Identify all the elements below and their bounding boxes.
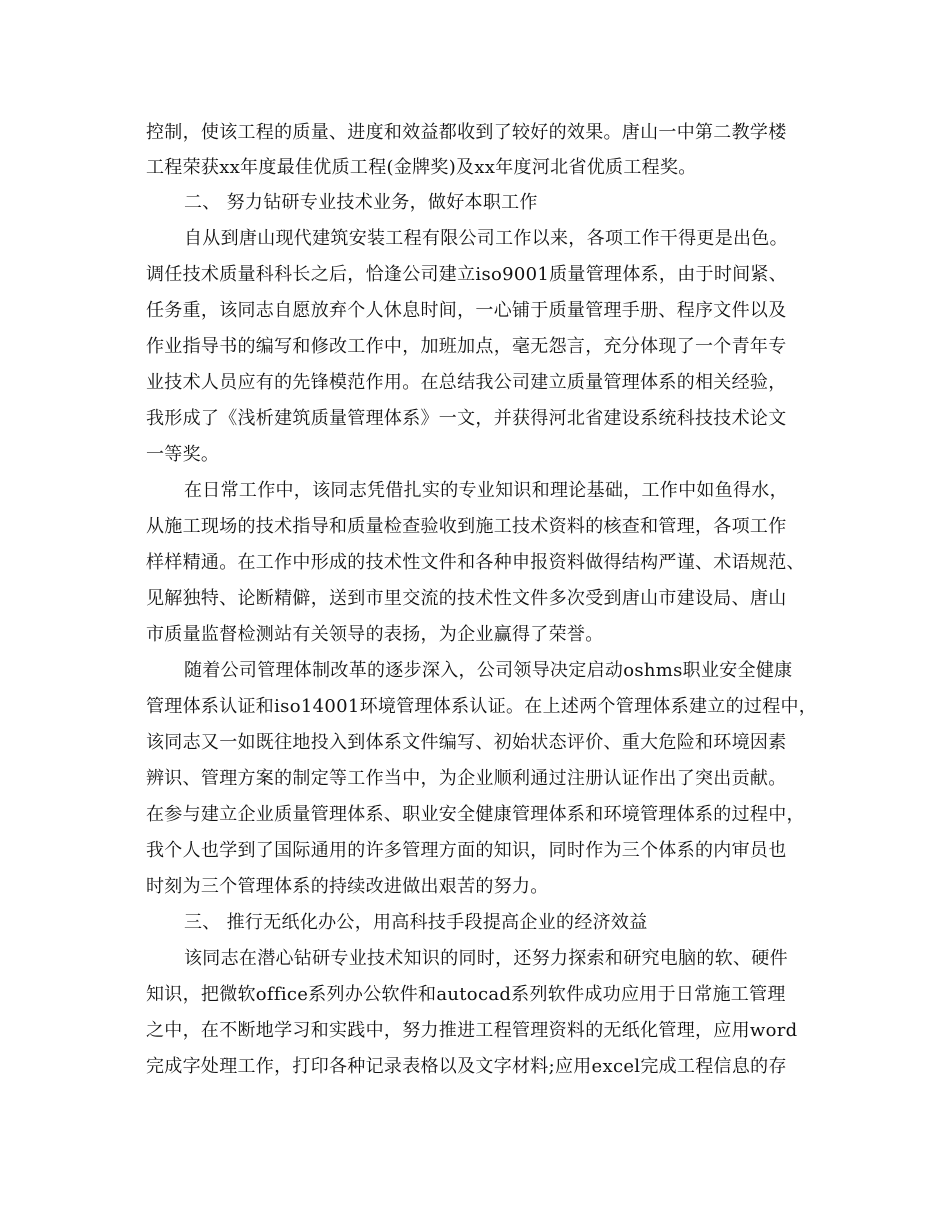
text-line: 一等奖。 (146, 444, 220, 465)
text-line: 业技术人员应有的先锋模范作用。在总结我公司建立质量管理体系的相关经验， (146, 372, 787, 393)
text-line: 我形成了《浅析建筑质量管理体系》一文，并获得河北省建设系统科技技术论文 (146, 408, 787, 429)
text-line: 自从到唐山现代建筑安装工程有限公司工作以来，各项工作干得更是出色。 (184, 228, 788, 249)
section-heading: 二、 努力钻研专业技术业务，做好本职工作 (184, 192, 538, 213)
text-line: 工程荣获xx年度最佳优质工程(金牌奖)及xx年度河北省优质工程奖。 (146, 157, 697, 178)
text-line: 知识，把微软office系列办公软件和autocad系列软件成功应用于日常施工管理 (146, 984, 786, 1005)
text-line: 样样精通。在工作中形成的技术性文件和各种申报资料做得结构严谨、术语规范、 (146, 552, 805, 573)
text-line: 从施工现场的技术指导和质量检查验收到施工技术资料的核查和管理，各项工作 (146, 516, 787, 537)
section-heading: 三、 推行无纸化办公，用高科技手段提高企业的经济效益 (184, 912, 648, 933)
text-line: 任务重，该同志自愿放弃个人休息时间，一心铺于质量管理手册、程序文件以及 (146, 300, 787, 321)
text-line: 控制，使该工程的质量、进度和效益都收到了较好的效果。唐山一中第二教学楼 (146, 122, 787, 143)
text-line: 见解独特、论断精僻，送到市里交流的技术性文件多次受到唐山市建设局、唐山 (146, 588, 787, 609)
text-line: 作业指导书的编写和修改工作中，加班加点，毫无怨言，充分体现了一个青年专 (146, 336, 787, 357)
text-line: 时刻为三个管理体系的持续改进做出艰苦的努力。 (146, 876, 549, 897)
text-line: 市质量监督检测站有关领导的表扬，为企业赢得了荣誉。 (146, 624, 604, 645)
text-line: 调任技术质量科科长之后，恰逢公司建立iso9001质量管理体系，由于时间紧、 (146, 264, 788, 285)
text-line: 辨识、管理方案的制定等工作当中，为企业顺利通过注册认证作出了突出贡献。 (146, 768, 787, 789)
text-line: 该同志又一如既往地投入到体系文件编写、初始状态评价、重大危险和环境因素 (146, 732, 787, 753)
text-line: 我个人也学到了国际通用的许多管理方面的知识，同时作为三个体系的内审员也 (146, 840, 787, 861)
text-line: 管理体系认证和iso14001环境管理体系认证。在上述两个管理体系建立的过程中， (146, 696, 818, 717)
text-line: 在日常工作中，该同志凭借扎实的专业知识和理论基础，工作中如鱼得水， (184, 480, 788, 501)
text-line: 该同志在潜心钻研专业技术知识的同时，还努力探索和研究电脑的软、硬件 (184, 948, 788, 969)
text-line: 在参与建立企业质量管理体系、职业安全健康管理体系和环境管理体系的过程中， (146, 804, 805, 825)
text-line: 完成字处理工作，打印各种记录表格以及文字材料;应用excel完成工程信息的存 (146, 1056, 787, 1077)
text-line: 随着公司管理体制改革的逐步深入，公司领导决定启动oshms职业安全健康 (184, 660, 793, 681)
text-line: 之中，在不断地学习和实践中，努力推进工程管理资料的无纸化管理，应用word (146, 1020, 798, 1041)
